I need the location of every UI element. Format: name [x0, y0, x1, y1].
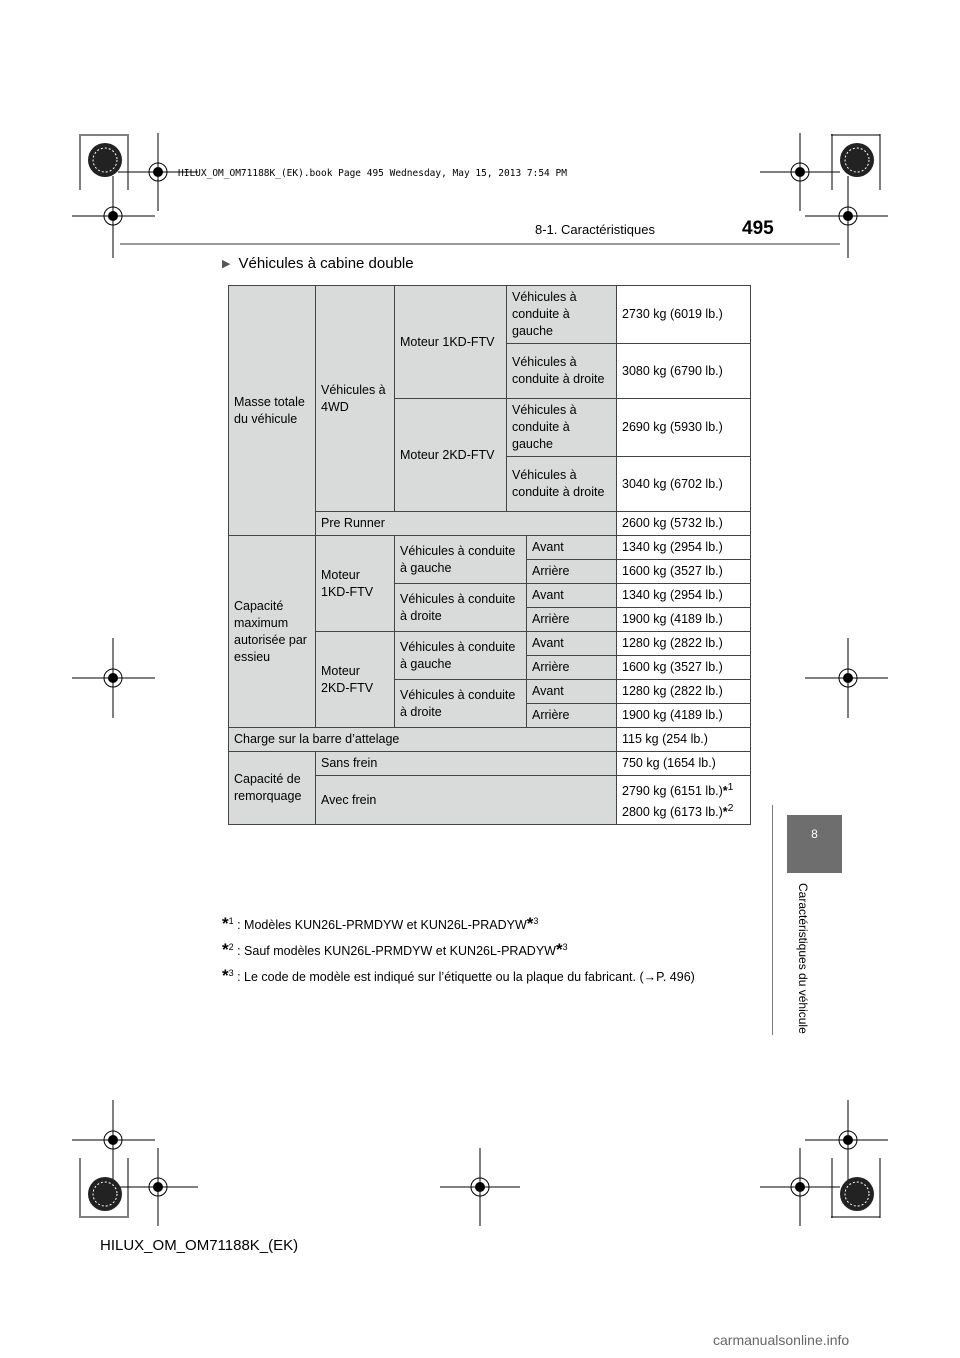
value-line: 2790 kg (6151 lb.) — [622, 784, 723, 799]
footnote: *$^2$ : Sauf modèles KUN26L-PRMDYW et KUN26L-PRADYW*$^3$ — [222, 940, 568, 959]
footnote-number: 1 — [228, 915, 234, 926]
value-cell: 1340 kg (2954 lb.) — [617, 584, 751, 608]
cell-avec-frein: Avec frein — [316, 776, 617, 825]
chapter-number: 8 — [811, 827, 818, 841]
footnote-text: : Sauf modèles KUN26L-PRMDYW et KUN26L-PRADYW — [233, 944, 556, 958]
table-row — [229, 536, 751, 560]
footnote: *$^1$ : Modèles KUN26L-PRMDYW et KUN26L-PRADYW*$^3$ — [222, 914, 539, 933]
value-cell: 1600 kg (3527 lb.) — [617, 560, 751, 584]
value-cell: 1600 kg (3527 lb.) — [617, 656, 751, 680]
watermark: carmanualsonline.info — [713, 1332, 850, 1348]
footnote-number: 2 — [228, 941, 234, 952]
value-cell: 1280 kg (2822 lb.) — [617, 632, 751, 656]
cell-moteur-1kd: Moteur 1KD-FTV — [316, 536, 395, 632]
footnote-mark: 2 — [727, 803, 734, 815]
value-cell: 1900 kg (4189 lb.) — [617, 704, 751, 728]
cell-charge-attelage: Charge sur la barre d’attelage — [229, 728, 617, 752]
cell-arriere: Arrière — [527, 608, 617, 632]
cell-conduite-droite: Véhicules à conduite à droite — [395, 584, 527, 632]
cell-conduite-gauche: Véhicules à conduite à gauche — [507, 399, 617, 457]
cell-conduite-droite: Véhicules à conduite à droite — [507, 344, 617, 399]
book-info: HILUX_OM_OM71188K_(EK).book Page 495 Wednesday, May 15, 2013 7:54 PM — [178, 168, 567, 179]
cell-moteur-2kd: Moteur 2KD-FTV — [316, 632, 395, 728]
chapter-tab — [787, 815, 842, 873]
row-header-masse-totale: Masse totale du véhicule — [229, 286, 316, 536]
cell-conduite-gauche: Véhicules à conduite à gauche — [507, 286, 617, 344]
page-number: 495 — [742, 218, 774, 239]
footnote-mark: 1 — [727, 782, 734, 793]
table-row — [229, 286, 751, 344]
chapter-label: Caractéristiques du véhicule — [796, 883, 810, 1034]
value-cell: 3040 kg (6702 lb.) — [617, 457, 751, 512]
value-cell: 1340 kg (2954 lb.) — [617, 536, 751, 560]
value-cell: 2690 kg (5930 lb.) — [617, 399, 751, 457]
footnote-text: : Le code de modèle est indiqué sur l’étiquette ou la plaque du fabricant. (→P. 496) — [233, 970, 695, 984]
value-cell: 1280 kg (2822 lb.) — [617, 680, 751, 704]
value-cell: 115 kg (254 lb.) — [617, 728, 751, 752]
sub-heading — [222, 255, 414, 272]
cell-avant: Avant — [527, 584, 617, 608]
cell-arriere: Arrière — [527, 560, 617, 584]
section-title: 8-1. Caractéristiques — [535, 222, 655, 237]
weight-spec-table — [228, 285, 751, 825]
footer-model-code: HILUX_OM_OM71188K_(EK) — [100, 1237, 299, 1254]
header-rule — [120, 243, 840, 245]
cell-conduite-gauche: Véhicules à conduite à gauche — [395, 536, 527, 584]
row-header-capacite-remorquage: Capacité de remorquage — [229, 752, 316, 825]
side-rule — [772, 805, 773, 1035]
value-cell: 750 kg (1654 lb.) — [617, 752, 751, 776]
cell-moteur-1kd: Moteur 1KD-FTV — [395, 286, 507, 399]
footnote-ref: 3 — [562, 941, 568, 952]
footnote-number: 3 — [228, 967, 234, 978]
table-row — [229, 728, 751, 752]
cell-sans-frein: Sans frein — [316, 752, 617, 776]
footnote-text: : Modèles KUN26L-PRMDYW et KUN26L-PRADYW — [233, 918, 527, 932]
sub-heading-text: Véhicules à cabine double — [238, 255, 414, 272]
value-cell: 2730 kg (6019 lb.) — [617, 286, 751, 344]
value-cell: 3080 kg (6790 lb.) — [617, 344, 751, 399]
cell-pre-runner: Pre Runner — [316, 512, 617, 536]
cell-arriere: Arrière — [527, 704, 617, 728]
cell-conduite-gauche: Véhicules à conduite à gauche — [395, 632, 527, 680]
value-line: 2800 kg (6173 lb.) — [622, 805, 723, 820]
value-cell: 2600 kg (5732 lb.) — [617, 512, 751, 536]
cell-arriere: Arrière — [527, 656, 617, 680]
cell-avant: Avant — [527, 536, 617, 560]
value-cell: 1900 kg (4189 lb.) — [617, 608, 751, 632]
cell-conduite-droite: Véhicules à conduite à droite — [395, 680, 527, 728]
row-header-capacite-essieu: Capacité maximum autorisée par essieu — [229, 536, 316, 728]
table-row — [229, 752, 751, 776]
cell-moteur-2kd: Moteur 2KD-FTV — [395, 399, 507, 512]
cell-avant: Avant — [527, 680, 617, 704]
value-cell-avec-frein: 2790 kg (6151 lb.)*$^1$ 2800 kg (6173 lb.)*$^2$ — [617, 776, 751, 825]
cell-4wd: Véhicules à 4WD — [316, 286, 395, 512]
cell-avant: Avant — [527, 632, 617, 656]
footnote: *$^3$ : Le code de modèle est indiqué sur l’étiquette ou la plaque du fabricant. (→P. 496) — [222, 966, 695, 985]
cell-conduite-droite: Véhicules à conduite à droite — [507, 457, 617, 512]
footnote-ref: 3 — [533, 915, 539, 926]
triangle-bullet-icon: ▶ — [222, 258, 231, 270]
